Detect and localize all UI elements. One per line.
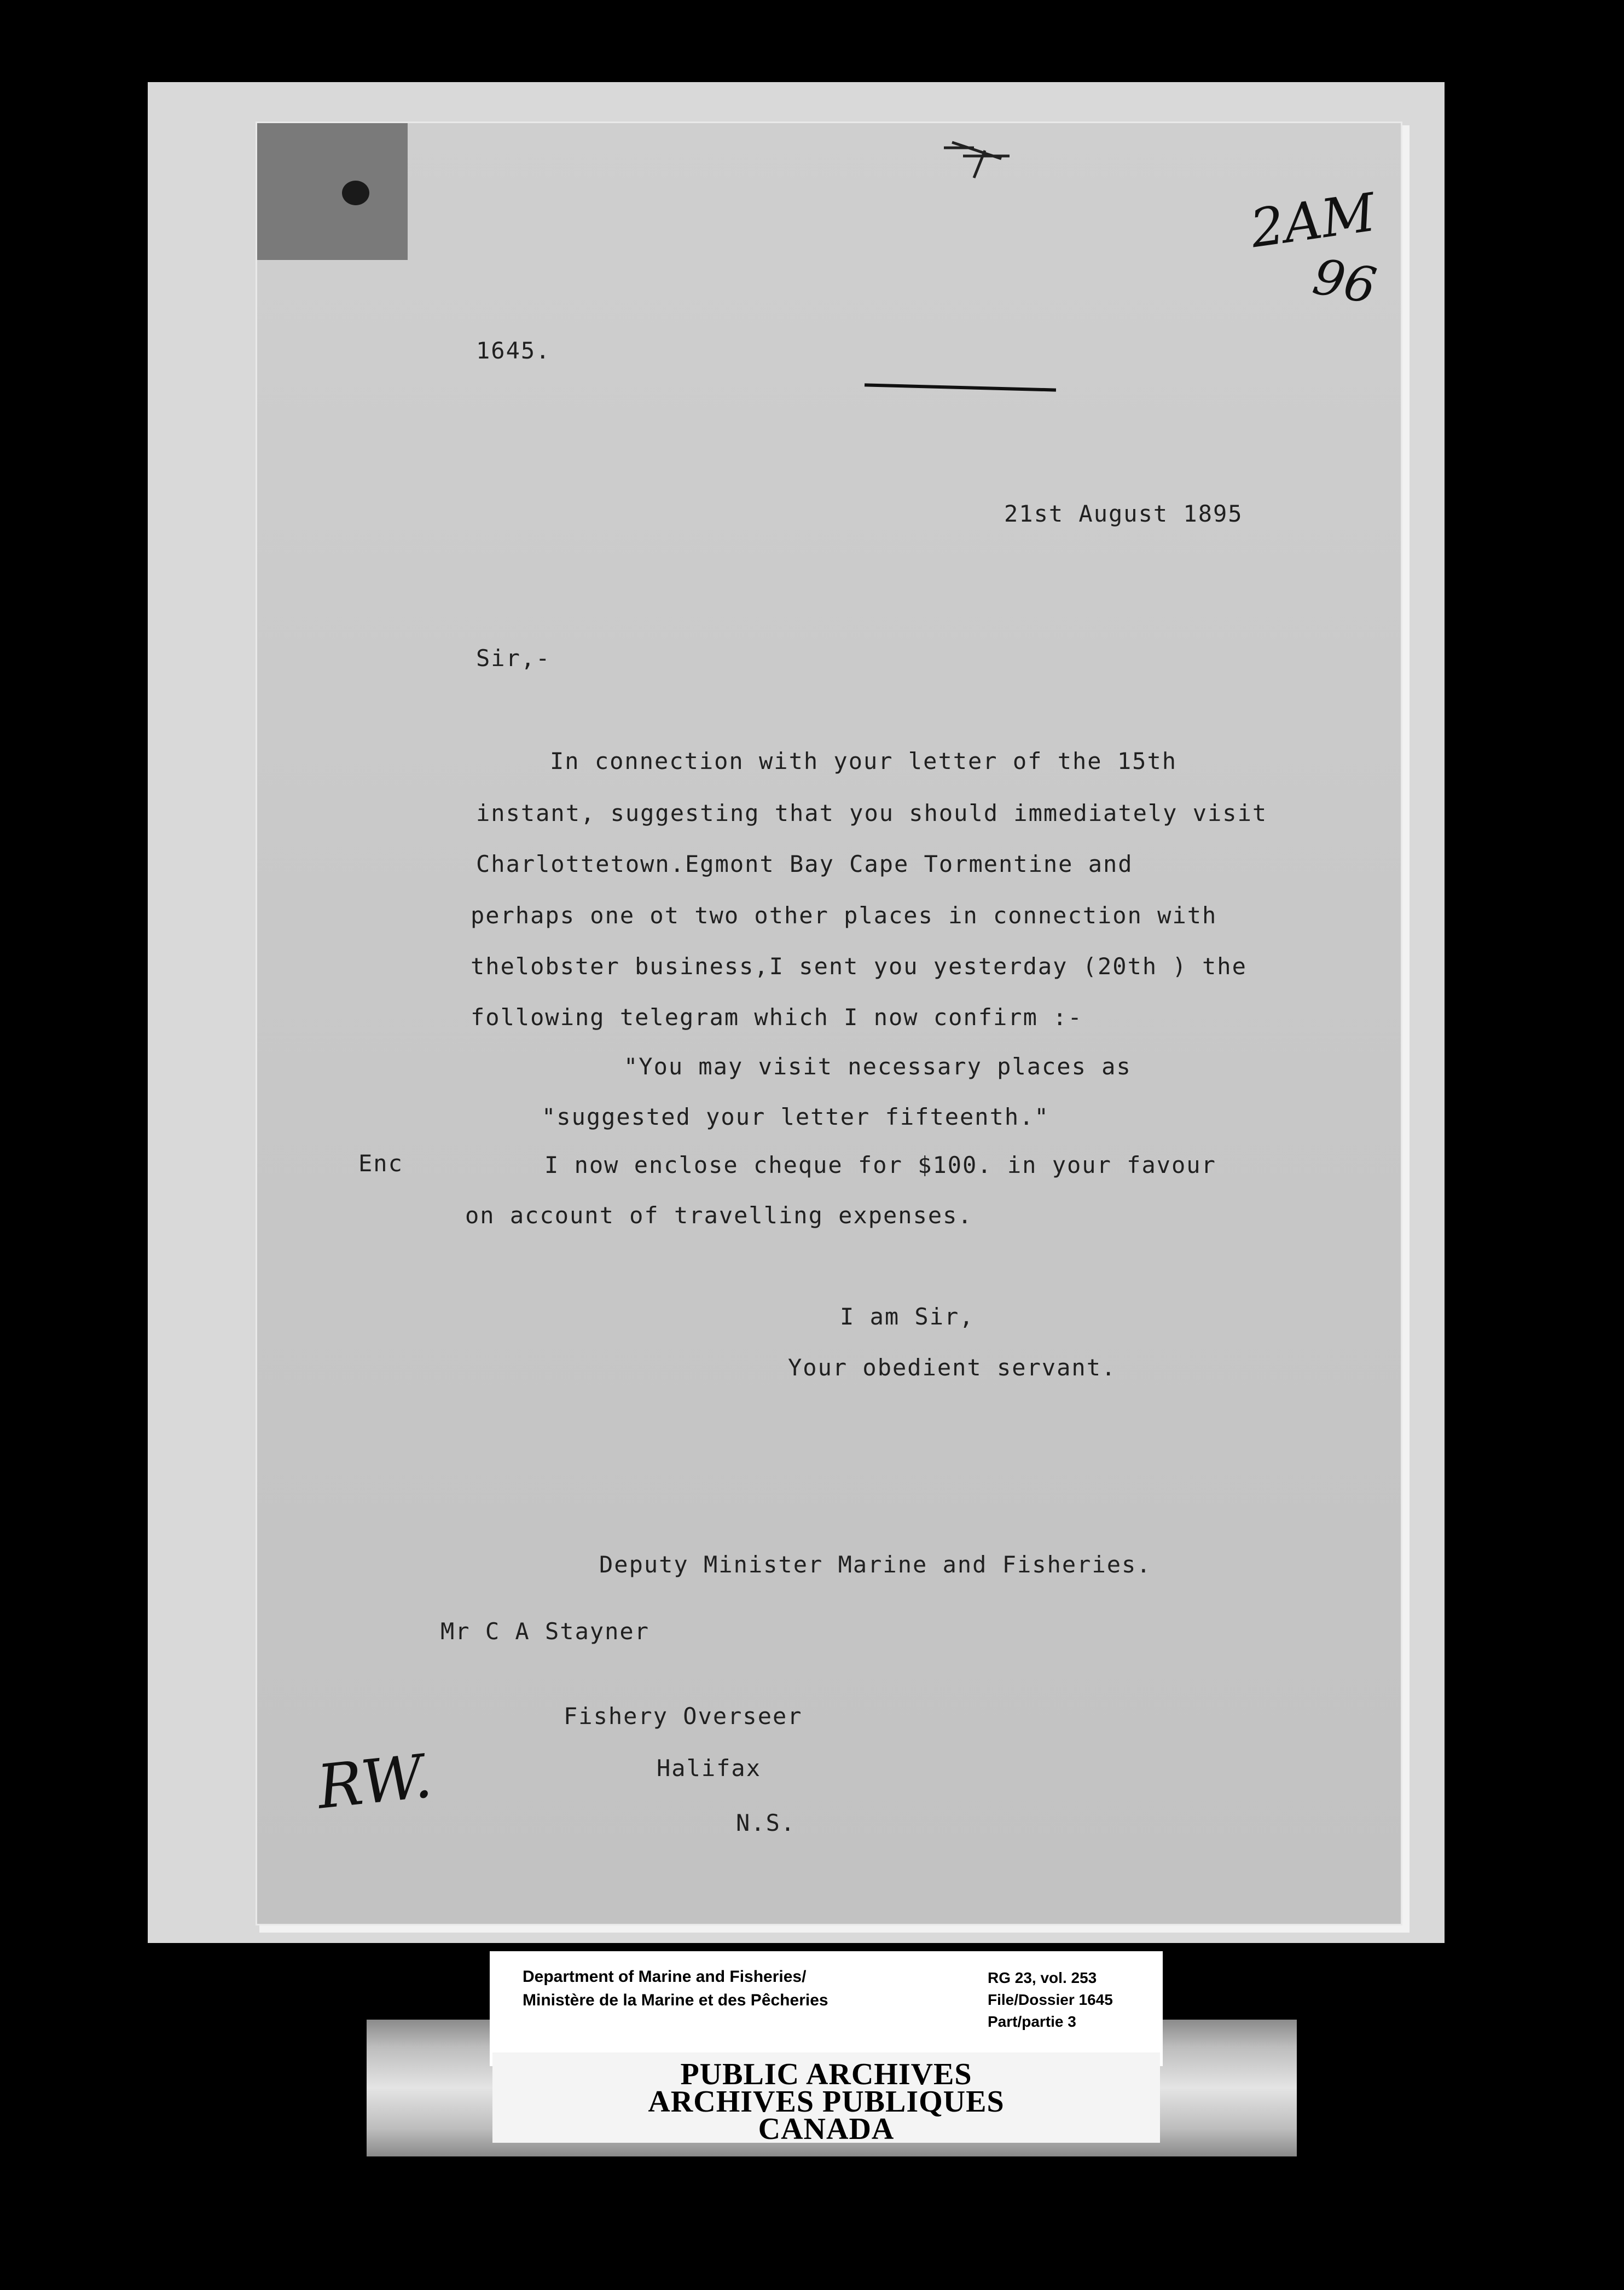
- top-scribble-mark: [941, 137, 1018, 181]
- address-line-2: Fishery Overseer: [564, 1703, 803, 1730]
- address-line-1: Mr C A Stayner: [440, 1618, 650, 1645]
- salutation: Sir,-: [476, 645, 551, 672]
- address-line-3: Halifax: [657, 1755, 762, 1782]
- ink-blot: [342, 181, 369, 205]
- file-number: 1645.: [476, 337, 551, 364]
- handwritten-reference-2: 96: [1308, 247, 1381, 316]
- margin-note-enc: Enc: [358, 1150, 403, 1177]
- label-department-2: Ministère de la Marine et des Pêcheries: [523, 1991, 828, 2009]
- body-line-2: instant, suggesting that you should immediately visit: [476, 800, 1268, 826]
- address-line-4: N.S.: [736, 1809, 796, 1836]
- closing-line-2: Your obedient servant.: [788, 1354, 1117, 1381]
- label-reference-3: Part/partie 3: [988, 2013, 1076, 2030]
- body-line-4: perhaps one ot two other places in connection with: [471, 902, 1217, 929]
- label-reference-1: RG 23, vol. 253: [988, 1969, 1097, 1986]
- enclosure-line-1: I now enclose cheque for $100. in your favour: [544, 1152, 1216, 1178]
- body-line-1: In connection with your letter of the 15th: [550, 748, 1178, 774]
- handwritten-initials: RW.: [314, 1740, 436, 1823]
- telegram-line-2: "suggested your letter fifteenth.": [542, 1103, 1049, 1130]
- stamp-line-3: CANADA: [758, 2112, 895, 2146]
- enclosure-line-2: on account of travelling expenses.: [465, 1202, 973, 1229]
- body-line-5: thelobster business,I sent you yesterday (20th ) the: [471, 953, 1247, 980]
- label-department-1: Department of Marine and Fisheries/: [523, 1968, 807, 1986]
- telegram-line-1: "You may visit necessary places as: [624, 1053, 1132, 1080]
- handwritten-reference-1: 2AM: [1246, 181, 1379, 260]
- body-line-6: following telegram which I now confirm :-: [471, 1004, 1083, 1031]
- closing-line-1: I am Sir,: [840, 1303, 975, 1330]
- stamp-line-1: PUBLIC ARCHIVES: [680, 2057, 972, 2091]
- stamp-line-2: ARCHIVES PUBLIQUES: [648, 2085, 1005, 2119]
- signature-title: Deputy Minister Marine and Fisheries.: [599, 1551, 1152, 1578]
- letter-date: 21st August 1895: [1004, 500, 1243, 527]
- tape-patch: [257, 123, 408, 260]
- label-reference-2: File/Dossier 1645: [988, 1991, 1113, 2008]
- body-line-3: Charlottetown.Egmont Bay Cape Tormentine and: [476, 851, 1133, 877]
